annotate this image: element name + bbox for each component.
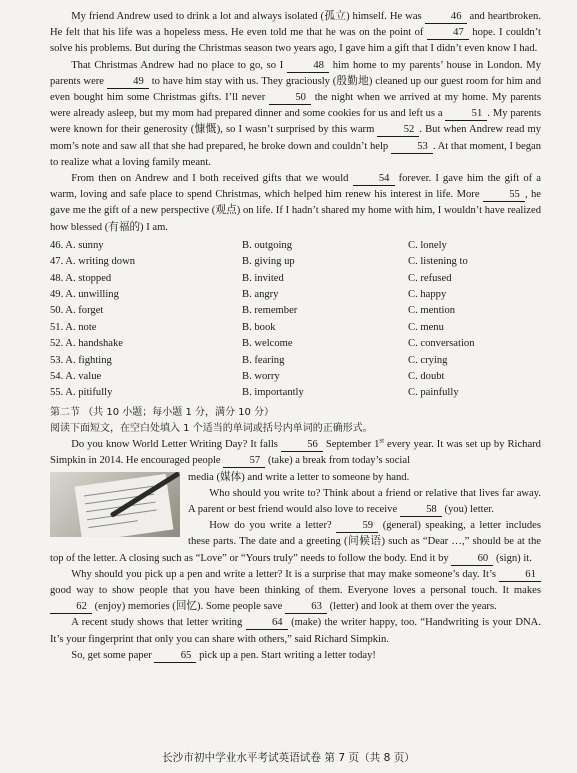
option-53c: C. crying	[408, 354, 448, 366]
passage2-paragraph6	[50, 648, 541, 664]
text: (take) a break from today’s social	[265, 455, 411, 467]
text: forever. I gave him the gift of a warm, loving and safe place to spend Christmas, which helped him renew his interest in life. More	[50, 173, 541, 201]
option-47c: C. listening to	[408, 256, 468, 268]
text: That Christmas Andrew had no place to go, so I	[71, 59, 288, 71]
answer-options	[50, 238, 541, 402]
blank-46: 46	[425, 11, 467, 24]
text: (make) the writer happy, too. “Handwriting is your DNA. It’s your fingerprint that only you can share with others,” said Richard Simpkin.	[50, 617, 541, 645]
handwriting-letter-photo	[50, 472, 180, 537]
text: hope. I couldn’t solve his problems. But during the Christmas season two years ago, I gave him a gift that I didn’t even know I had.	[50, 27, 541, 55]
option-54a: 54. A. value	[50, 370, 102, 382]
blank-47: 47	[427, 27, 469, 40]
option-50b: B. remember	[242, 305, 298, 317]
text: (letter) and look at them over the years.	[327, 601, 497, 613]
passage2-paragraph4	[50, 567, 541, 616]
text: A recent study shows that letter writing	[71, 617, 246, 629]
option-51c: C. menu	[408, 321, 444, 333]
option-55c: C. painfully	[408, 387, 459, 399]
page-footer: 长沙市初中学业水平考试英语试卷 第 7 页（共 8 页）	[162, 752, 415, 764]
option-46c: C. lonely	[408, 239, 447, 251]
blank-58: 58	[400, 504, 442, 517]
blank-50: 50	[269, 92, 311, 105]
blank-56: 56	[281, 439, 323, 452]
blank-57: 57	[223, 455, 265, 468]
text: My friend Andrew used to drink a lot and always isolated (孤立) himself. He was	[71, 11, 425, 22]
option-47b: B. giving up	[242, 256, 295, 268]
blank-60: 60	[451, 553, 493, 566]
text: media (媒体) and write a letter to someone by hand.	[188, 471, 410, 483]
option-49b: B. angry	[242, 289, 279, 301]
option-46a: 46. A. sunny	[50, 239, 104, 251]
section2-instruction: 阅读下面短文，在空白处填入 1 个适当的单词或括号内单词的正确形式。	[50, 422, 373, 434]
text: pick up a pen. Start writing a letter today!	[196, 649, 376, 661]
text: . But when Andrew read my mom’s note and saw all that she had prepared, he broke down and couldn’t help	[50, 124, 541, 152]
text: . My parents were known for their generosity (慷慨), so I wasn’t surprised by this warm	[50, 108, 541, 136]
option-47a: 47. A. writing down	[50, 256, 136, 268]
text: Who should you write to? Think about a friend or relative that lives far away. A parent or best friend would also love to receive	[188, 487, 541, 515]
option-52b: B. welcome	[242, 338, 293, 350]
option-49c: C. happy	[408, 289, 447, 301]
blank-55: 55	[483, 189, 525, 202]
option-46b: B. outgoing	[242, 239, 293, 251]
blank-65: 65	[154, 650, 196, 663]
text: and heartbroken. He felt that his life was a hopeless mess. He even told me that he was on the point of	[50, 11, 541, 39]
passage2-paragraph5	[50, 615, 541, 647]
option-48b: B. invited	[242, 272, 284, 284]
option-53b: B. fearing	[242, 354, 285, 366]
blank-64: 64	[246, 617, 288, 630]
option-54c: C. doubt	[408, 370, 445, 382]
text: (sign) it.	[493, 552, 532, 564]
blank-48: 48	[287, 60, 329, 73]
option-49a: 49. A. unwilling	[50, 289, 119, 301]
text: From then on Andrew and I both received gifts that we would	[71, 173, 353, 185]
text: So, get some paper	[71, 649, 155, 661]
text: (general) speaking, a letter includes these parts. The date and a greeting (问候语) such as “Dear …,” should be at the top of the letter. A closing such as “Love” or “Yours truly” needs to follow the body. End it by	[50, 520, 541, 564]
passage2-paragraph1	[50, 437, 541, 469]
option-53a: 53. A. fighting	[50, 354, 112, 366]
text: September 1	[322, 439, 380, 451]
text: him home to my parents’ house in London. My parents were	[50, 59, 541, 87]
option-51a: 51. A. note	[50, 321, 97, 333]
section2-title: 第二节 （共 10 小题；每小题 1 分，满分 10 分）	[50, 406, 275, 418]
text: Why should you pick up a pen and write a letter? It is a surprise that may make someone’s day. It’s	[71, 568, 499, 580]
blank-63: 63	[285, 601, 327, 614]
superscript: st	[379, 436, 385, 445]
text: , he gave me the gift of a new perspective (观点) on life. If I hadn’t shared my home with him, I wouldn’t have realized how blessed (有福的) I am.	[50, 189, 541, 233]
passage1-paragraph2	[50, 58, 541, 171]
option-48a: 48. A. stopped	[50, 272, 112, 284]
text: good way to show people that you have been thinking of them. Everyone loves a personal touch. It makes	[50, 584, 541, 596]
option-50a: 50. A. forget	[50, 305, 104, 317]
text: to have him stay with us. They graciously (殷勤地) cleaned up our guest room for him and even bought him some Christmas gifts. I’ll never	[50, 75, 541, 104]
blank-49: 49	[107, 76, 149, 89]
option-55b: B. importantly	[242, 387, 304, 399]
blank-62: 62	[50, 601, 92, 614]
text: the night when we arrived at my home. My parents were already asleep, but my mom had prepared dinner and some cookies for us and left us a	[50, 92, 541, 120]
text: every year. It was set up by Richard Simpkin in 2014. He encouraged people	[50, 439, 541, 467]
blank-53: 53	[391, 141, 433, 154]
option-55a: 55. A. pitifully	[50, 387, 113, 399]
text: (you) letter.	[441, 503, 494, 515]
option-52c: C. conversation	[408, 338, 475, 350]
text: (enjoy) memories (回忆). Some people save	[92, 601, 285, 613]
option-51b: B. book	[242, 321, 276, 333]
blank-52: 52	[377, 124, 419, 137]
option-50c: C. mention	[408, 305, 456, 317]
blank-61: 61	[499, 569, 541, 582]
blank-51: 51	[445, 108, 487, 121]
text: Do you know World Letter Writing Day? It falls	[71, 439, 281, 451]
text: . At that moment, I began to realize what a loving family meant.	[50, 140, 541, 168]
option-48c: C. refused	[408, 272, 452, 284]
passage1-paragraph1	[50, 9, 541, 58]
option-52a: 52. A. handshake	[50, 338, 123, 350]
passage1-paragraph3	[50, 171, 541, 236]
option-54b: B. worry	[242, 370, 280, 382]
blank-54: 54	[353, 173, 395, 186]
text: How do you write a letter?	[209, 520, 337, 532]
blank-59: 59	[336, 520, 378, 533]
